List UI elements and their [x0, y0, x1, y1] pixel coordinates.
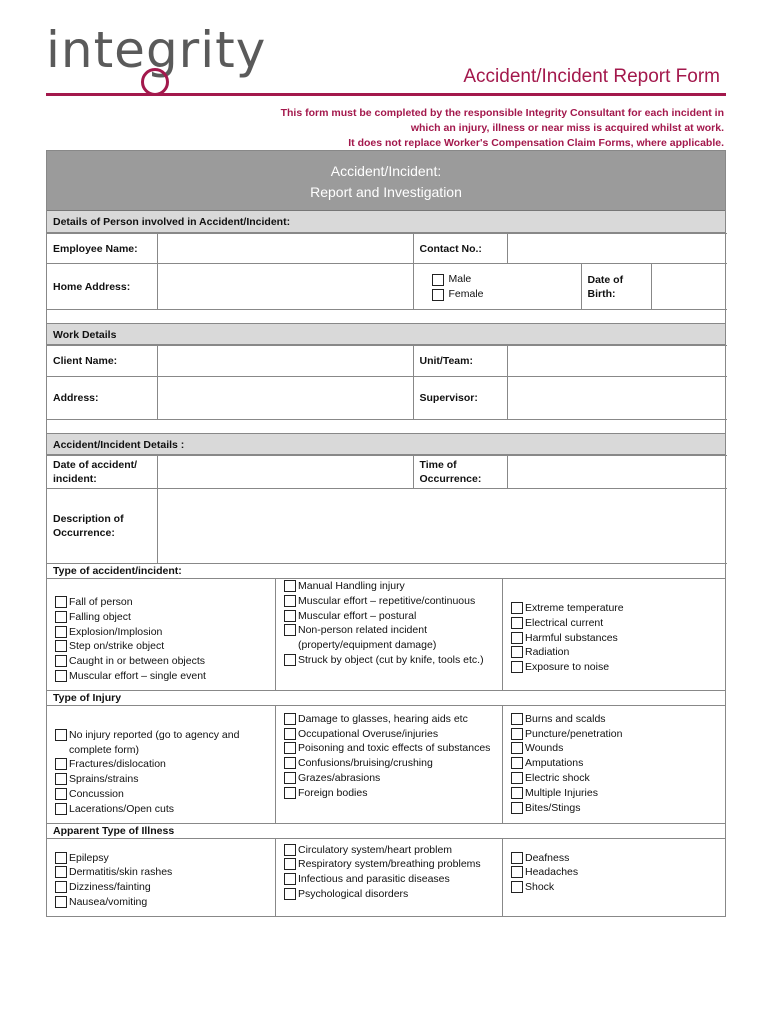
incident-date-field[interactable]: [157, 456, 413, 489]
accident-option-checkbox[interactable]: [284, 654, 296, 666]
illness-option[interactable]: [511, 880, 719, 895]
accident-option-label: Non-person related incident (property/equipment damage): [298, 624, 437, 652]
injury-option-label: No injury reported (go to agency and complete form): [69, 728, 240, 756]
home-address-label: Home Address:: [47, 264, 157, 310]
report-form: [46, 150, 726, 917]
banner-line-1: Accident/Incident:: [330, 163, 442, 179]
accident-option[interactable]: [284, 623, 496, 653]
injury-type-options: [47, 706, 725, 824]
injury-option-label: Electric shock: [525, 771, 590, 784]
client-name-field[interactable]: [157, 346, 413, 377]
work-section-title: Work Details: [47, 323, 725, 345]
accident-option-label: Muscular effort – single event: [69, 669, 206, 682]
accident-option[interactable]: [511, 660, 719, 675]
injury-option[interactable]: [55, 787, 269, 802]
accident-option-label: Explosion/Implosion: [69, 625, 163, 638]
injury-option-checkbox[interactable]: [284, 713, 296, 725]
injury-option[interactable]: [55, 728, 269, 758]
employee-name-field[interactable]: [157, 234, 413, 264]
logo-ring-icon: [141, 68, 169, 96]
accident-option-label: Muscular effort – postural: [298, 609, 417, 622]
spacer: [47, 310, 725, 323]
injury-option-label: Concussion: [69, 787, 124, 800]
accident-option[interactable]: [55, 625, 269, 640]
accident-option-label: Radiation: [525, 646, 570, 659]
gender-options: [413, 264, 581, 310]
accident-option-label: Caught in or between objects: [69, 655, 206, 668]
injury-option-checkbox[interactable]: [55, 803, 67, 815]
work-address-label: Address:: [47, 377, 157, 420]
accident-option-label: Muscular effort – repetitive/continuous: [298, 594, 476, 607]
injury-option-label: Amputations: [525, 757, 584, 770]
person-section-title: Details of Person involved in Accident/Incident:: [47, 211, 725, 233]
illness-option-label: Respiratory system/breathing problems: [298, 858, 481, 871]
home-address-field[interactable]: [157, 264, 413, 310]
illness-option-checkbox[interactable]: [511, 881, 523, 893]
injury-option-checkbox[interactable]: [511, 802, 523, 814]
injury-option[interactable]: [55, 772, 269, 787]
accident-option[interactable]: [511, 616, 719, 631]
illness-option-checkbox[interactable]: [284, 888, 296, 900]
illness-type-column-3: [503, 839, 725, 916]
injury-option-label: Foreign bodies: [298, 786, 368, 799]
illness-option[interactable]: [55, 865, 269, 880]
accident-option-checkbox[interactable]: [511, 602, 523, 614]
accident-type-title: Type of accident/incident:: [47, 564, 725, 579]
illness-option-label: Deafness: [525, 851, 570, 864]
illness-option[interactable]: [511, 851, 719, 866]
supervisor-label: Supervisor:: [413, 377, 507, 420]
male-label: Male: [448, 272, 472, 285]
illness-option-label: Dizziness/fainting: [69, 881, 151, 894]
client-name-label: Client Name:: [47, 346, 157, 377]
notice-line: It does not replace Worker's Compensation Claim Forms, where applicable.: [348, 137, 724, 149]
injury-option-label: Lacerations/Open cuts: [69, 802, 175, 815]
accident-option-checkbox[interactable]: [55, 670, 67, 682]
supervisor-field[interactable]: [507, 377, 727, 420]
accident-option-checkbox[interactable]: [284, 580, 296, 592]
injury-option-checkbox[interactable]: [511, 713, 523, 725]
incident-date-label: Date of accident/ incident:: [47, 456, 157, 489]
female-label: Female: [448, 287, 484, 300]
injury-option-label: Puncture/penetration: [525, 727, 623, 740]
accident-option-checkbox[interactable]: [511, 661, 523, 673]
injury-option-checkbox[interactable]: [284, 742, 296, 754]
illness-option-label: Dermatitis/skin rashes: [69, 866, 173, 879]
injury-option-checkbox[interactable]: [55, 788, 67, 800]
accident-option-checkbox[interactable]: [284, 595, 296, 607]
description-field[interactable]: [157, 489, 727, 564]
accident-option[interactable]: [55, 595, 269, 610]
accident-option-checkbox[interactable]: [55, 611, 67, 623]
injury-type-column-1: [47, 706, 275, 823]
injury-option-checkbox[interactable]: [284, 728, 296, 740]
accident-option[interactable]: [55, 669, 269, 684]
work-details-table: [47, 345, 727, 420]
notice-line: This form must be completed by the responsible Integrity Consultant for each incident in: [280, 107, 724, 119]
accident-option[interactable]: [55, 610, 269, 625]
injury-option[interactable]: [284, 727, 496, 742]
illness-option[interactable]: [55, 880, 269, 895]
accident-option-label: Electrical current: [525, 616, 604, 629]
work-address-field[interactable]: [157, 377, 413, 420]
accident-option-checkbox[interactable]: [511, 646, 523, 658]
injury-option-checkbox[interactable]: [55, 729, 67, 741]
injury-option[interactable]: [55, 802, 269, 817]
injury-option-checkbox[interactable]: [55, 758, 67, 770]
injury-option-checkbox[interactable]: [511, 787, 523, 799]
logo-text: integrity: [46, 21, 267, 79]
illness-option-checkbox[interactable]: [284, 858, 296, 870]
illness-option-checkbox[interactable]: [55, 881, 67, 893]
injury-option-label: Sprains/strains: [69, 773, 139, 786]
injury-type-column-3: [503, 706, 725, 823]
illness-option-checkbox[interactable]: [55, 896, 67, 908]
accident-option-label: Fall of person: [69, 596, 133, 608]
title-divider: [46, 93, 726, 96]
illness-option[interactable]: [284, 872, 496, 887]
injury-option-label: Confusions/bruising/crushing: [298, 757, 433, 770]
injury-option-checkbox[interactable]: [55, 773, 67, 785]
illness-option-label: Epilepsy: [69, 851, 109, 864]
female-checkbox[interactable]: [432, 289, 444, 301]
illness-option[interactable]: [284, 857, 496, 872]
injury-option[interactable]: [511, 801, 719, 816]
banner-line-2: Report and Investigation: [310, 184, 462, 200]
accident-option[interactable]: [511, 645, 719, 660]
male-checkbox[interactable]: [432, 274, 444, 286]
injury-option-checkbox[interactable]: [284, 787, 296, 799]
accident-option-checkbox[interactable]: [284, 610, 296, 622]
contact-no-field[interactable]: [507, 234, 727, 264]
injury-type-title: Type of Injury: [47, 691, 725, 706]
accident-type-options: [47, 579, 725, 691]
integrity-logo: [46, 22, 266, 88]
injury-option[interactable]: [284, 771, 496, 786]
illness-option-checkbox[interactable]: [55, 866, 67, 878]
illness-option-label: Nausea/vomiting: [69, 895, 148, 908]
injury-option[interactable]: [511, 756, 719, 771]
injury-option-label: Poisoning and toxic effects of substances: [298, 742, 491, 755]
injury-option-label: Damage to glasses, hearing aids etc: [298, 712, 468, 725]
spacer: [47, 420, 725, 433]
accident-option[interactable]: [55, 639, 269, 654]
illness-option-checkbox[interactable]: [284, 873, 296, 885]
contact-no-label: Contact No.:: [413, 234, 507, 264]
accident-type-column-2: [275, 579, 503, 690]
accident-option-checkbox[interactable]: [55, 596, 67, 608]
illness-option[interactable]: [284, 843, 496, 858]
employee-name-label: Employee Name:: [47, 234, 157, 264]
injury-option-checkbox[interactable]: [511, 742, 523, 754]
accident-option[interactable]: [284, 653, 496, 668]
illness-type-title: Apparent Type of Illness: [47, 824, 725, 839]
injury-option[interactable]: [284, 786, 496, 801]
injury-option-checkbox[interactable]: [284, 757, 296, 769]
injury-option-label: Burns and scalds: [525, 712, 606, 725]
injury-type-column-2: [275, 706, 503, 823]
injury-option[interactable]: [284, 756, 496, 771]
accident-option[interactable]: [284, 579, 496, 594]
accident-option[interactable]: [511, 601, 719, 616]
accident-option[interactable]: [511, 631, 719, 646]
injury-option[interactable]: [284, 712, 496, 727]
injury-option[interactable]: [511, 727, 719, 742]
injury-option-checkbox[interactable]: [511, 772, 523, 784]
injury-option-label: Fractures/dislocation: [69, 758, 166, 771]
accident-option[interactable]: [284, 609, 496, 624]
time-of-occurrence-label: Time of Occurrence:: [413, 456, 507, 489]
accident-option-label: Struck by object (cut by knife, tools etc.): [298, 653, 484, 666]
illness-option-checkbox[interactable]: [511, 866, 523, 878]
incident-section-title: Accident/Incident Details :: [47, 433, 725, 455]
accident-option-checkbox[interactable]: [511, 632, 523, 644]
accident-option-label: Step on/strike object: [69, 640, 165, 653]
accident-option-label: Falling object: [69, 610, 131, 623]
form-notice: [204, 106, 724, 151]
unit-team-field[interactable]: [507, 346, 727, 377]
illness-type-options: [47, 839, 725, 916]
injury-option-label: Bites/Stings: [525, 801, 581, 814]
dob-field[interactable]: [651, 264, 727, 310]
form-title: Accident/Incident Report Form: [463, 66, 720, 87]
illness-option-label: Shock: [525, 881, 555, 894]
description-label: Description of Occurrence:: [47, 489, 157, 564]
accident-option-label: Extreme temperature: [525, 602, 624, 614]
illness-option-checkbox[interactable]: [55, 852, 67, 864]
illness-option-checkbox[interactable]: [284, 844, 296, 856]
accident-type-column-1: [47, 579, 275, 690]
accident-option-label: Manual Handling injury: [298, 580, 405, 592]
accident-option-label: Harmful substances: [525, 631, 618, 644]
illness-option[interactable]: [284, 887, 496, 902]
accident-type-column-3: [503, 579, 725, 690]
illness-option-label: Circulatory system/heart problem: [298, 843, 453, 856]
illness-type-column-1: [47, 839, 275, 916]
accident-option[interactable]: [284, 594, 496, 609]
person-details-table: [47, 233, 727, 310]
injury-option-checkbox[interactable]: [511, 728, 523, 740]
injury-option[interactable]: [511, 786, 719, 801]
illness-type-column-2: [275, 839, 503, 916]
illness-option-label: Headaches: [525, 866, 579, 879]
accident-option-label: Exposure to noise: [525, 661, 610, 674]
injury-option[interactable]: [284, 741, 496, 756]
accident-option-checkbox[interactable]: [284, 624, 296, 636]
illness-option-label: Infectious and parasitic diseases: [298, 873, 450, 886]
injury-option[interactable]: [511, 771, 719, 786]
injury-option[interactable]: [511, 741, 719, 756]
incident-details-table: [47, 455, 727, 564]
accident-option-checkbox[interactable]: [55, 655, 67, 667]
illness-option[interactable]: [55, 895, 269, 910]
injury-option-label: Wounds: [525, 742, 564, 755]
accident-option[interactable]: [55, 654, 269, 669]
illness-option-checkbox[interactable]: [511, 852, 523, 864]
accident-option-checkbox[interactable]: [511, 617, 523, 629]
injury-option[interactable]: [511, 712, 719, 727]
illness-option[interactable]: [511, 865, 719, 880]
notice-line: which an injury, illness or near miss is acquired whilst at work.: [410, 122, 724, 134]
injury-option-label: Grazes/abrasions: [298, 771, 381, 784]
time-of-occurrence-field[interactable]: [507, 456, 727, 489]
unit-team-label: Unit/Team:: [413, 346, 507, 377]
injury-option-label: Occupational Overuse/injuries: [298, 727, 439, 740]
illness-option[interactable]: [55, 851, 269, 866]
injury-option-checkbox[interactable]: [284, 772, 296, 784]
injury-option[interactable]: [55, 757, 269, 772]
injury-option-checkbox[interactable]: [511, 757, 523, 769]
dob-label: Date of Birth:: [581, 264, 651, 310]
accident-option-checkbox[interactable]: [55, 640, 67, 652]
injury-option-label: Multiple Injuries: [525, 786, 598, 799]
illness-option-label: Psychological disorders: [298, 887, 409, 900]
form-banner: [47, 151, 725, 211]
accident-option-checkbox[interactable]: [55, 626, 67, 638]
